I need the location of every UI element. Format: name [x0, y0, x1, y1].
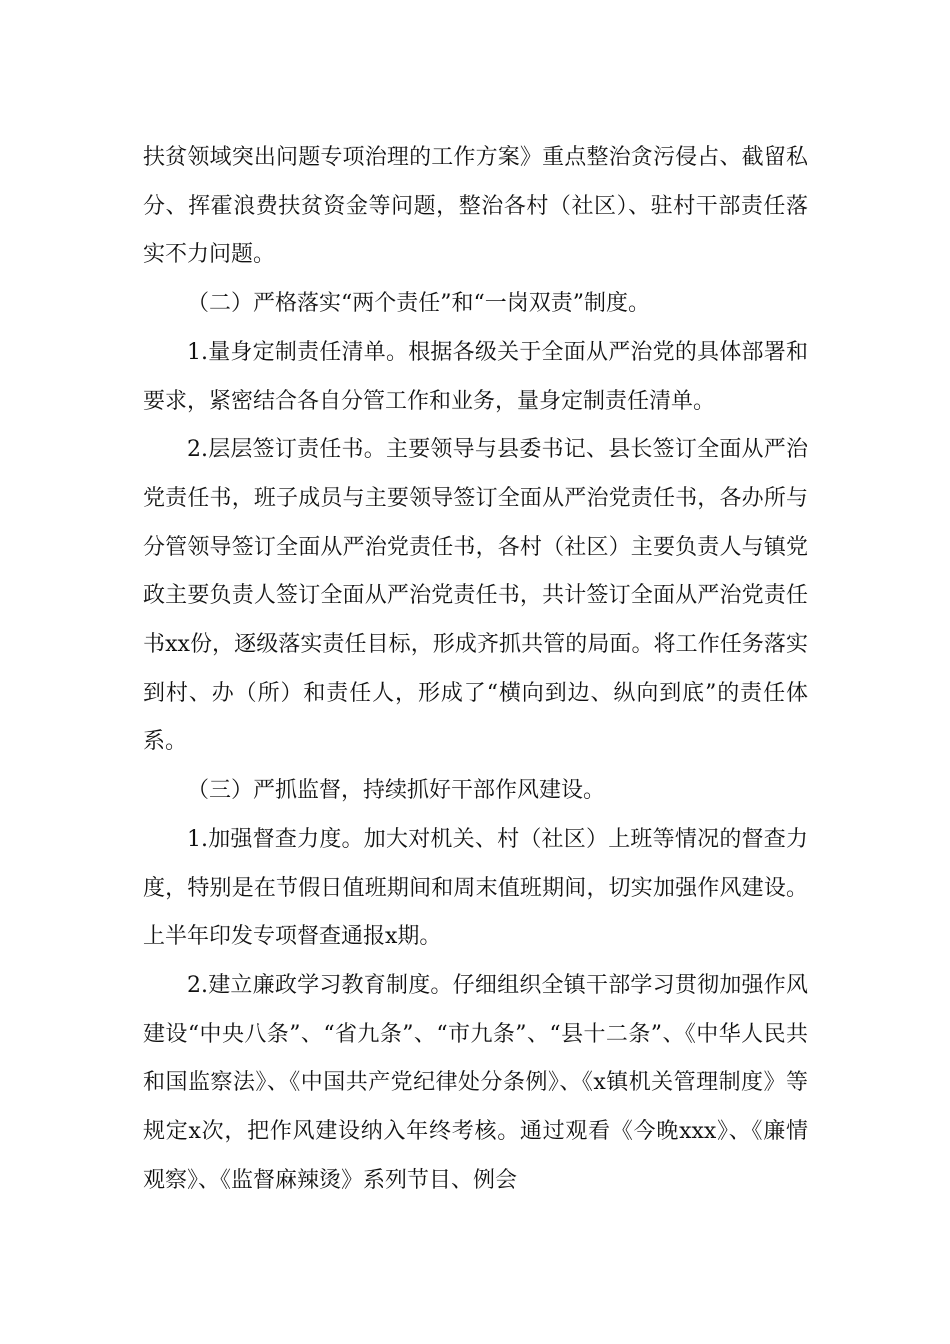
paragraph-1: 扶贫领域突出问题专项治理的工作方案》重点整治贪污侵占、截留私分、挥霍浪费扶贫资金等问题，整治各村（社区）、驻村干部责任落实不力问题。 [143, 145, 808, 268]
paragraph-responsibility-list: 1.量身定制责任清单。根据各级关于全面从严治党的具体部署和要求，紧密结合各自分管工作和业务，量身定制责任清单。 [143, 339, 808, 414]
paragraph-education-system: 2.建立廉政学习教育制度。仔细组织全镇干部学习贯彻加强作风建设“中央八条”、“省九条”、“市九条”、“县十二条”、《中华人民共和国监察法》、《中国共产党纪律处分条例》、《x镇机关管理制度》等规定x次，把作风建设纳入年终考核。通过观看《今晚xxx》、《廉情观察》、《监督麻辣烫》系列节目、例会 [143, 972, 808, 1193]
document-page [143, 134, 808, 1205]
paragraph-responsibility-letter: 2.层层签订责任书。主要领导与县委书记、县长签订全面从严治党责任书，班子成员与主要领导签订全面从严治党责任书，各办所与分管领导签订全面从严治党责任书，各村（社区）主要负责人与镇党政主要负责人签订全面从严治党责任书，共计签订全面从严治党责任书xx份，逐级落实责任目标，形成齐抓共管的局面。将工作任务落实到村、办（所）和责任人，形成了“横向到边、纵向到底”的责任体系。 [143, 437, 808, 755]
section-heading-3: （三）严抓监督，持续抓好干部作风建设。 [187, 778, 606, 804]
paragraph-inspection: 1.加强督查力度。加大对机关、村（社区）上班等情况的督查力度，特别是在节假日值班期间和周末值班期间，切实加强作风建设。上半年印发专项督查通报x期。 [143, 826, 808, 950]
section-heading-2: （二）严格落实“两个责任”和“一岗双责”制度。 [187, 291, 650, 317]
